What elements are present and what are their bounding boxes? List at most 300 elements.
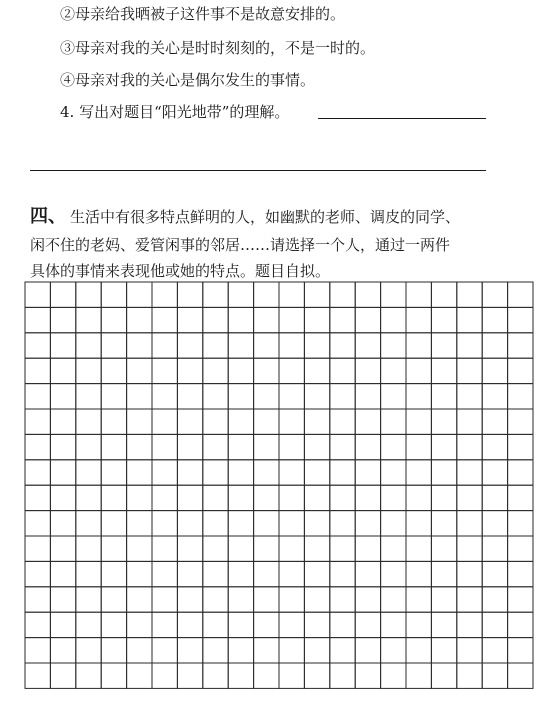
grid-cell[interactable] (279, 663, 304, 688)
grid-cell[interactable] (228, 409, 253, 434)
grid-cell[interactable] (127, 485, 152, 510)
grid-cell[interactable] (431, 561, 456, 586)
grid-cell[interactable] (254, 358, 279, 383)
grid-cell[interactable] (228, 638, 253, 663)
grid-cell[interactable] (457, 587, 482, 612)
grid-cell[interactable] (101, 282, 126, 307)
grid-cell[interactable] (406, 434, 431, 459)
grid-cell[interactable] (254, 612, 279, 637)
grid-cell[interactable] (228, 358, 253, 383)
grid-cell[interactable] (203, 561, 228, 586)
grid-cell[interactable] (127, 358, 152, 383)
grid-cell[interactable] (127, 307, 152, 332)
grid-cell[interactable] (482, 282, 507, 307)
grid-cell[interactable] (254, 384, 279, 409)
grid-cell[interactable] (304, 511, 329, 536)
grid-cell[interactable] (304, 587, 329, 612)
grid-cell[interactable] (279, 307, 304, 332)
grid-cell[interactable] (355, 333, 380, 358)
grid-cell[interactable] (330, 358, 355, 383)
grid-cell[interactable] (482, 434, 507, 459)
grid-cell[interactable] (254, 434, 279, 459)
grid-cell[interactable] (406, 587, 431, 612)
writing-grid[interactable] (24, 281, 534, 690)
grid-cell[interactable] (279, 384, 304, 409)
grid-cell[interactable] (50, 358, 75, 383)
grid-cell[interactable] (101, 358, 126, 383)
grid-cell[interactable] (152, 333, 177, 358)
grid-cell[interactable] (254, 511, 279, 536)
grid-cell[interactable] (381, 409, 406, 434)
grid-cell[interactable] (482, 612, 507, 637)
grid-cell[interactable] (381, 460, 406, 485)
grid-cell[interactable] (457, 536, 482, 561)
grid-cell[interactable] (355, 638, 380, 663)
grid-cell[interactable] (457, 307, 482, 332)
grid-cell[interactable] (228, 561, 253, 586)
grid-cell[interactable] (152, 561, 177, 586)
grid-cell[interactable] (228, 511, 253, 536)
grid-cell[interactable] (279, 561, 304, 586)
grid-cell[interactable] (152, 536, 177, 561)
grid-cell[interactable] (101, 384, 126, 409)
grid-cell[interactable] (279, 409, 304, 434)
grid-cell[interactable] (431, 409, 456, 434)
grid-cell[interactable] (431, 638, 456, 663)
grid-cell[interactable] (406, 384, 431, 409)
grid-cell[interactable] (431, 511, 456, 536)
grid-cell[interactable] (304, 358, 329, 383)
grid-cell[interactable] (76, 282, 101, 307)
grid-cell[interactable] (25, 536, 50, 561)
grid-cell[interactable] (355, 384, 380, 409)
grid-cell[interactable] (482, 307, 507, 332)
grid-cell[interactable] (76, 485, 101, 510)
grid-cell[interactable] (406, 663, 431, 688)
grid-cell[interactable] (25, 612, 50, 637)
grid-cell[interactable] (152, 409, 177, 434)
grid-cell[interactable] (25, 358, 50, 383)
grid-cell[interactable] (355, 612, 380, 637)
grid-cell[interactable] (177, 511, 202, 536)
grid-cell[interactable] (431, 434, 456, 459)
grid-cell[interactable] (50, 587, 75, 612)
grid-cell[interactable] (381, 358, 406, 383)
grid-cell[interactable] (482, 409, 507, 434)
grid-cell[interactable] (330, 282, 355, 307)
grid-cell[interactable] (50, 663, 75, 688)
grid-cell[interactable] (457, 511, 482, 536)
grid-cell[interactable] (254, 587, 279, 612)
grid-cell[interactable] (177, 434, 202, 459)
grid-cell[interactable] (152, 663, 177, 688)
grid-cell[interactable] (177, 536, 202, 561)
grid-cell[interactable] (127, 612, 152, 637)
grid-cell[interactable] (381, 511, 406, 536)
grid-cell[interactable] (381, 561, 406, 586)
grid-cell[interactable] (177, 663, 202, 688)
grid-cell[interactable] (381, 307, 406, 332)
grid-cell[interactable] (228, 460, 253, 485)
grid-cell[interactable] (304, 282, 329, 307)
grid-cell[interactable] (76, 663, 101, 688)
grid-cell[interactable] (127, 663, 152, 688)
grid-cell[interactable] (177, 358, 202, 383)
grid-cell[interactable] (152, 358, 177, 383)
grid-cell[interactable] (50, 333, 75, 358)
grid-cell[interactable] (228, 587, 253, 612)
grid-cell[interactable] (101, 434, 126, 459)
grid-cell[interactable] (330, 663, 355, 688)
grid-cell[interactable] (203, 333, 228, 358)
grid-cell[interactable] (406, 561, 431, 586)
grid-cell[interactable] (508, 511, 533, 536)
grid-cell[interactable] (457, 485, 482, 510)
grid-cell[interactable] (431, 536, 456, 561)
grid-cell[interactable] (76, 460, 101, 485)
grid-cell[interactable] (482, 384, 507, 409)
grid-cell[interactable] (228, 333, 253, 358)
grid-cell[interactable] (457, 638, 482, 663)
grid-cell[interactable] (25, 434, 50, 459)
grid-cell[interactable] (381, 333, 406, 358)
question-4-answer-line[interactable] (30, 170, 486, 171)
grid-cell[interactable] (508, 434, 533, 459)
grid-cell[interactable] (127, 511, 152, 536)
grid-cell[interactable] (127, 384, 152, 409)
grid-cell[interactable] (203, 511, 228, 536)
grid-cell[interactable] (279, 612, 304, 637)
grid-cell[interactable] (203, 663, 228, 688)
grid-cell[interactable] (431, 307, 456, 332)
grid-cell[interactable] (508, 384, 533, 409)
grid-cell[interactable] (355, 409, 380, 434)
grid-cell[interactable] (203, 460, 228, 485)
grid-cell[interactable] (279, 511, 304, 536)
grid-cell[interactable] (406, 307, 431, 332)
grid-cell[interactable] (50, 536, 75, 561)
grid-cell[interactable] (76, 358, 101, 383)
grid-cell[interactable] (508, 282, 533, 307)
grid-cell[interactable] (330, 612, 355, 637)
grid-cell[interactable] (50, 409, 75, 434)
grid-cell[interactable] (228, 307, 253, 332)
grid-cell[interactable] (330, 511, 355, 536)
grid-cell[interactable] (279, 358, 304, 383)
grid-cell[interactable] (76, 561, 101, 586)
grid-cell[interactable] (304, 409, 329, 434)
grid-cell[interactable] (431, 358, 456, 383)
grid-cell[interactable] (101, 460, 126, 485)
grid-cell[interactable] (304, 333, 329, 358)
grid-cell[interactable] (330, 434, 355, 459)
grid-cell[interactable] (457, 460, 482, 485)
grid-cell[interactable] (203, 307, 228, 332)
grid-cell[interactable] (101, 612, 126, 637)
grid-cell[interactable] (25, 307, 50, 332)
grid-cell[interactable] (482, 638, 507, 663)
grid-cell[interactable] (50, 638, 75, 663)
grid-cell[interactable] (279, 282, 304, 307)
grid-cell[interactable] (254, 307, 279, 332)
grid-cell[interactable] (152, 460, 177, 485)
grid-cell[interactable] (25, 638, 50, 663)
grid-cell[interactable] (254, 638, 279, 663)
grid-cell[interactable] (431, 384, 456, 409)
grid-cell[interactable] (50, 384, 75, 409)
grid-cell[interactable] (76, 333, 101, 358)
grid-cell[interactable] (203, 612, 228, 637)
grid-cell[interactable] (355, 663, 380, 688)
grid-cell[interactable] (406, 536, 431, 561)
grid-cell[interactable] (279, 460, 304, 485)
grid-cell[interactable] (177, 485, 202, 510)
grid-cell[interactable] (279, 536, 304, 561)
grid-cell[interactable] (76, 409, 101, 434)
grid-cell[interactable] (203, 638, 228, 663)
grid-cell[interactable] (406, 638, 431, 663)
grid-cell[interactable] (76, 587, 101, 612)
grid-cell[interactable] (177, 460, 202, 485)
grid-cell[interactable] (381, 663, 406, 688)
grid-cell[interactable] (76, 612, 101, 637)
grid-cell[interactable] (177, 612, 202, 637)
grid-cell[interactable] (50, 485, 75, 510)
grid-cell[interactable] (279, 638, 304, 663)
grid-cell[interactable] (101, 333, 126, 358)
grid-cell[interactable] (50, 612, 75, 637)
grid-cell[interactable] (25, 485, 50, 510)
grid-cell[interactable] (25, 511, 50, 536)
grid-cell[interactable] (330, 485, 355, 510)
grid-cell[interactable] (431, 460, 456, 485)
grid-cell[interactable] (406, 333, 431, 358)
grid-cell[interactable] (152, 434, 177, 459)
grid-cell[interactable] (381, 434, 406, 459)
grid-cell[interactable] (101, 536, 126, 561)
grid-cell[interactable] (228, 282, 253, 307)
grid-cell[interactable] (508, 485, 533, 510)
grid-cell[interactable] (254, 663, 279, 688)
grid-cell[interactable] (254, 333, 279, 358)
grid-cell[interactable] (508, 561, 533, 586)
grid-cell[interactable] (127, 587, 152, 612)
grid-cell[interactable] (101, 587, 126, 612)
grid-cell[interactable] (25, 409, 50, 434)
grid-cell[interactable] (330, 536, 355, 561)
grid-cell[interactable] (101, 511, 126, 536)
grid-cell[interactable] (177, 384, 202, 409)
grid-cell[interactable] (304, 663, 329, 688)
grid-cell[interactable] (482, 511, 507, 536)
grid-cell[interactable] (482, 587, 507, 612)
grid-cell[interactable] (508, 307, 533, 332)
grid-cell[interactable] (355, 587, 380, 612)
grid-cell[interactable] (304, 460, 329, 485)
grid-cell[interactable] (279, 485, 304, 510)
grid-cell[interactable] (177, 282, 202, 307)
grid-cell[interactable] (406, 460, 431, 485)
grid-cell[interactable] (177, 587, 202, 612)
grid-cell[interactable] (101, 663, 126, 688)
grid-cell[interactable] (101, 485, 126, 510)
grid-cell[interactable] (508, 409, 533, 434)
grid-cell[interactable] (457, 282, 482, 307)
grid-cell[interactable] (330, 409, 355, 434)
grid-cell[interactable] (431, 282, 456, 307)
grid-cell[interactable] (228, 384, 253, 409)
grid-cell[interactable] (330, 561, 355, 586)
grid-cell[interactable] (177, 409, 202, 434)
grid-cell[interactable] (330, 333, 355, 358)
grid-cell[interactable] (50, 460, 75, 485)
grid-cell[interactable] (304, 485, 329, 510)
grid-cell[interactable] (101, 409, 126, 434)
grid-cell[interactable] (355, 434, 380, 459)
grid-cell[interactable] (330, 307, 355, 332)
grid-cell[interactable] (254, 485, 279, 510)
grid-cell[interactable] (406, 485, 431, 510)
grid-cell[interactable] (381, 638, 406, 663)
grid-cell[interactable] (457, 434, 482, 459)
grid-cell[interactable] (76, 536, 101, 561)
grid-cell[interactable] (101, 561, 126, 586)
grid-cell[interactable] (254, 561, 279, 586)
grid-cell[interactable] (431, 612, 456, 637)
grid-cell[interactable] (127, 282, 152, 307)
grid-cell[interactable] (228, 536, 253, 561)
grid-cell[interactable] (431, 587, 456, 612)
grid-cell[interactable] (508, 587, 533, 612)
grid-cell[interactable] (381, 282, 406, 307)
grid-cell[interactable] (431, 333, 456, 358)
grid-cell[interactable] (381, 384, 406, 409)
grid-cell[interactable] (152, 485, 177, 510)
grid-cell[interactable] (25, 282, 50, 307)
grid-cell[interactable] (152, 307, 177, 332)
grid-cell[interactable] (304, 638, 329, 663)
grid-cell[interactable] (304, 561, 329, 586)
grid-cell[interactable] (127, 460, 152, 485)
grid-cell[interactable] (25, 587, 50, 612)
grid-cell[interactable] (381, 612, 406, 637)
grid-cell[interactable] (457, 333, 482, 358)
grid-cell[interactable] (101, 307, 126, 332)
grid-cell[interactable] (330, 587, 355, 612)
grid-cell[interactable] (304, 307, 329, 332)
grid-cell[interactable] (355, 358, 380, 383)
grid-cell[interactable] (50, 282, 75, 307)
grid-cell[interactable] (508, 460, 533, 485)
grid-cell[interactable] (152, 511, 177, 536)
grid-cell[interactable] (101, 638, 126, 663)
grid-cell[interactable] (152, 587, 177, 612)
grid-cell[interactable] (152, 612, 177, 637)
grid-cell[interactable] (355, 460, 380, 485)
grid-cell[interactable] (76, 307, 101, 332)
grid-cell[interactable] (457, 663, 482, 688)
grid-cell[interactable] (127, 434, 152, 459)
grid-cell[interactable] (254, 460, 279, 485)
grid-cell[interactable] (355, 511, 380, 536)
grid-cell[interactable] (406, 358, 431, 383)
grid-cell[interactable] (482, 561, 507, 586)
grid-cell[interactable] (406, 282, 431, 307)
grid-cell[interactable] (254, 536, 279, 561)
grid-cell[interactable] (50, 561, 75, 586)
grid-cell[interactable] (177, 333, 202, 358)
grid-cell[interactable] (25, 663, 50, 688)
grid-cell[interactable] (127, 561, 152, 586)
grid-cell[interactable] (254, 409, 279, 434)
grid-cell[interactable] (177, 561, 202, 586)
grid-cell[interactable] (482, 485, 507, 510)
question-4-answer-blank[interactable] (318, 118, 486, 119)
grid-cell[interactable] (203, 434, 228, 459)
grid-cell[interactable] (76, 434, 101, 459)
grid-cell[interactable] (127, 333, 152, 358)
grid-cell[interactable] (50, 307, 75, 332)
grid-cell[interactable] (431, 485, 456, 510)
grid-cell[interactable] (508, 536, 533, 561)
grid-cell[interactable] (431, 663, 456, 688)
grid-cell[interactable] (355, 307, 380, 332)
grid-cell[interactable] (381, 485, 406, 510)
grid-cell[interactable] (203, 282, 228, 307)
grid-cell[interactable] (228, 663, 253, 688)
grid-cell[interactable] (152, 384, 177, 409)
grid-cell[interactable] (203, 409, 228, 434)
grid-cell[interactable] (25, 460, 50, 485)
grid-cell[interactable] (152, 282, 177, 307)
grid-cell[interactable] (406, 409, 431, 434)
grid-cell[interactable] (177, 638, 202, 663)
grid-cell[interactable] (330, 384, 355, 409)
grid-cell[interactable] (457, 384, 482, 409)
grid-cell[interactable] (508, 638, 533, 663)
grid-cell[interactable] (482, 333, 507, 358)
grid-cell[interactable] (25, 333, 50, 358)
grid-cell[interactable] (76, 384, 101, 409)
grid-cell[interactable] (279, 434, 304, 459)
grid-cell[interactable] (203, 358, 228, 383)
grid-cell[interactable] (355, 561, 380, 586)
grid-cell[interactable] (381, 587, 406, 612)
grid-cell[interactable] (304, 612, 329, 637)
grid-cell[interactable] (127, 536, 152, 561)
grid-cell[interactable] (76, 511, 101, 536)
grid-cell[interactable] (406, 612, 431, 637)
grid-cell[interactable] (50, 511, 75, 536)
grid-cell[interactable] (127, 638, 152, 663)
grid-cell[interactable] (508, 663, 533, 688)
grid-cell[interactable] (177, 307, 202, 332)
grid-cell[interactable] (457, 612, 482, 637)
grid-cell[interactable] (330, 638, 355, 663)
grid-cell[interactable] (228, 434, 253, 459)
grid-cell[interactable] (355, 485, 380, 510)
grid-cell[interactable] (25, 384, 50, 409)
grid-cell[interactable] (482, 663, 507, 688)
grid-cell[interactable] (228, 612, 253, 637)
grid-cell[interactable] (457, 358, 482, 383)
grid-cell[interactable] (482, 460, 507, 485)
grid-cell[interactable] (25, 561, 50, 586)
grid-cell[interactable] (203, 384, 228, 409)
grid-cell[interactable] (127, 409, 152, 434)
grid-cell[interactable] (457, 561, 482, 586)
grid-cell[interactable] (330, 460, 355, 485)
